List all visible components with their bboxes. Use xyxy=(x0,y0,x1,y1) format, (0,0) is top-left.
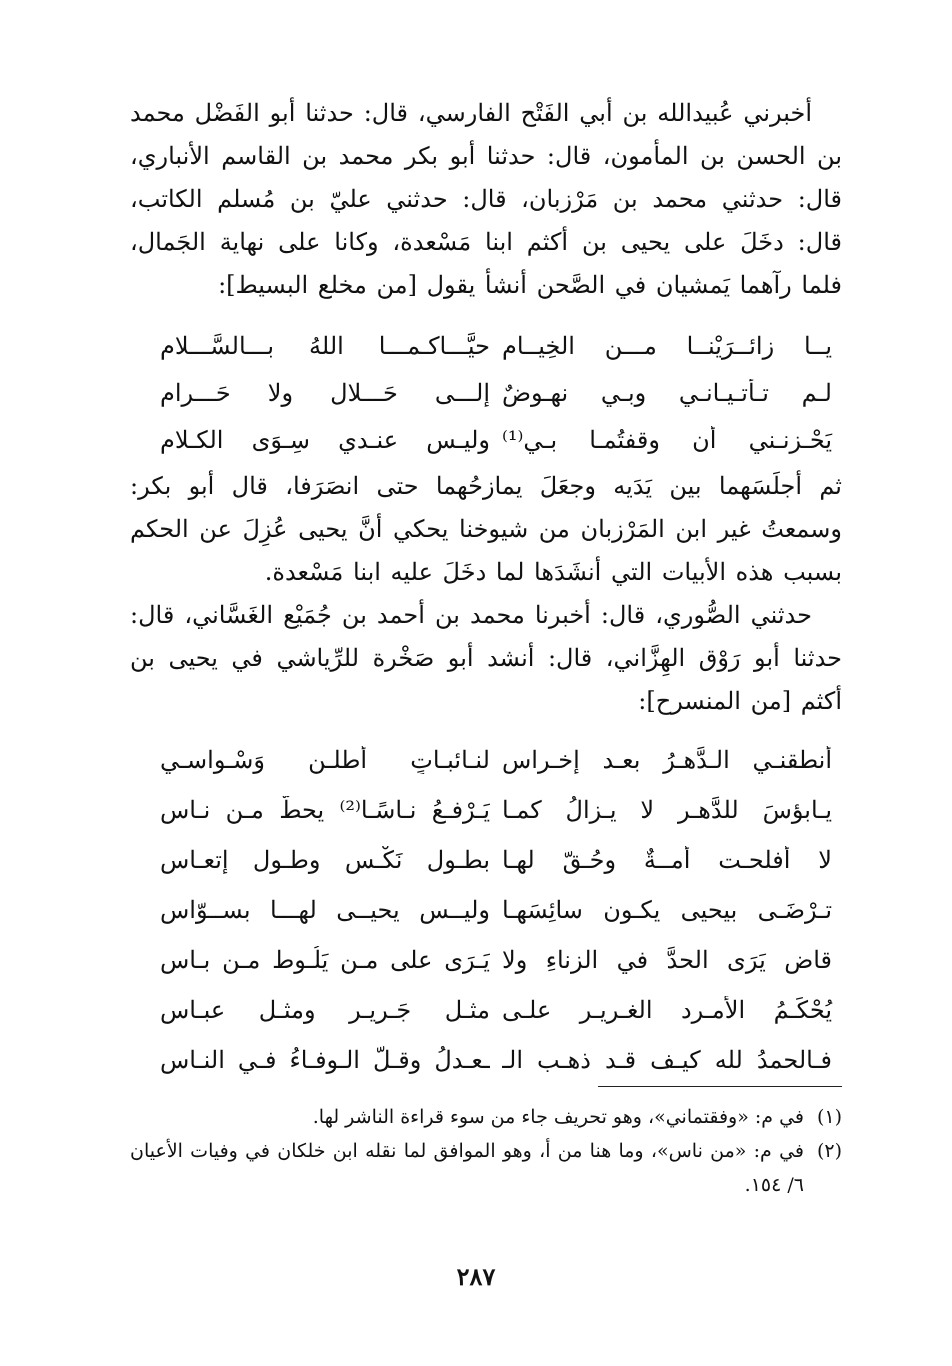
verse-first-hemistich: يــا زائــرَيْنــا مـــن الخِيــام xyxy=(502,331,832,360)
verse-second-hemistich: بطـولِ نَكْـسٍ وطـول إتعـاسِ xyxy=(160,846,490,874)
verse-line xyxy=(150,1035,842,1085)
verse-first-hemistich: لا أفلحـت أمــةٌ وحُـقّ لهـا xyxy=(502,846,832,874)
verse-line xyxy=(150,735,842,785)
verse-first-hemistich: لـم تـأتـيـانـي وبـي نهـوضٌ xyxy=(502,378,832,407)
footnote-item xyxy=(130,1134,842,1202)
footnote-number: (١) xyxy=(816,1106,842,1128)
page-number: ٢٨٧ xyxy=(456,1262,496,1291)
paragraph-narration: ثم أجلَسَهما بين يَدَيه وجعَلَ يمازحُهما حتى انصَرَفا، قال أبو بكر: وسمعتُ غير ابن المَرْزبان من شيوخنا يحكي أنَّ يحيى عُزِلَ عن الحكم بسبب هذه الأبيات التي أنشَدَها لما دخَلَ عليه ابنا مَسْعدة. xyxy=(130,472,842,586)
verse-line xyxy=(150,322,842,369)
footnote-number: (٢) xyxy=(816,1140,842,1162)
verse-first-hemistich: أنطقنـي الـدَّهـرُ بعـد إخـراس xyxy=(502,746,832,774)
verse-second-hemistich: وليــس يحيــى لهـــا بســوّاسِ xyxy=(160,896,490,924)
verse-line xyxy=(150,785,842,835)
verse-second-hemistich: يَـرَى على مـن يَلُـوط مـن بـاسِ xyxy=(160,946,490,974)
poem-basit xyxy=(150,322,842,463)
verse-line xyxy=(150,885,842,935)
verse-line xyxy=(150,369,842,416)
verse-second-hemistich: لنـائبـاتٍ أطلـن وَسْـواسـي xyxy=(160,746,490,774)
verse-line xyxy=(150,835,842,885)
footnote-text: في م: «من ناس»، وما هنا من أ، وهو الموافق لما نقله ابن خلكان في وفيات الأعيان ٦/ ١٥٤. xyxy=(130,1140,804,1196)
verse-second-hemistich: حيَّـــاكـمـــا اللهُ بـــالسَّـــلامِ xyxy=(160,331,490,360)
verse-first-hemistich: قاضٍ يَرَى الحدَّ في الزناءِ ولا xyxy=(502,946,832,974)
verse-second-hemistich: مثـل جَـريـر ومثـل عبـاسِ xyxy=(160,996,490,1024)
verse-second-hemistich: ـعـدلُ وقـلّ الـوفـاءُ فـي النـاسِ xyxy=(160,1046,490,1074)
verse-first-hemistich: يـابؤسَ للدَّهـرِ لا يـزالُ كمـا xyxy=(502,796,832,824)
paragraph-intro: أخبرني عُبيدالله بن أبي الفَتْح الفارسي، قال: حدثنا أبو الفَضْل محمد بن الحسن بن المأمون، قال: حدثنا أبو بكر محمد بن القاسم الأنباري، قال: حدثني محمد بن مَرْزبان، قال: حدثني عليّ بن مُسلم الكاتب، قال: دخَلَ على يحيى بن أكثم ابنا مَسْعدة، وكانا على نهاية الجَمال، فلما رآهما يَمشيان في الصَّحن أنشأ يقول [من مخلع البسيط]: xyxy=(130,99,842,299)
verse-line xyxy=(150,416,842,463)
verse-line xyxy=(150,935,842,985)
poem-munsarih xyxy=(150,735,842,1085)
footnote-divider xyxy=(598,1086,842,1087)
verse-first-hemistich: تـرْضَـى بيحيى يكـون سائِسَهـا xyxy=(502,896,832,924)
paragraph-isnad: حدثني الصُّوري، قال: أخبرنا محمد بن أحمد بن جُمَيْع الغَسَّاني، قال: حدثنا أبو رَوْق الهِزَّاني، قال: أنشد أبو صَخْرة للرِّياشي في يحيى بن أكثم [من المنسرح]: xyxy=(130,601,842,715)
footnotes xyxy=(130,1100,842,1202)
footnote-item xyxy=(130,1100,842,1134)
verse-line xyxy=(150,985,842,1035)
verse-second-hemistich: يَـرْفـعُ نـاسًـا⁽²⁾ يحطّ مـن نـاسِ xyxy=(160,796,490,824)
verse-first-hemistich: فـالحمدُ لله كيـف قـد ذهـب الـ xyxy=(502,1046,832,1074)
verse-first-hemistich: يَحْـزنـني أن وقفتُمـا بـي⁽¹⁾ xyxy=(502,425,832,454)
verse-first-hemistich: يُحْكَـمُ الأمـرد الغـريـر علـى xyxy=(502,996,832,1024)
verse-second-hemistich: إلـــى حَـــلال ولا حَـــرام xyxy=(160,378,490,407)
footnote-text: في م: «وفقتماني»، وهو تحريف جاء من سوء قراءة الناشر لها. xyxy=(312,1106,804,1128)
verse-second-hemistich: وليـس عنـدي سِـوَى الكـلام xyxy=(160,425,490,454)
